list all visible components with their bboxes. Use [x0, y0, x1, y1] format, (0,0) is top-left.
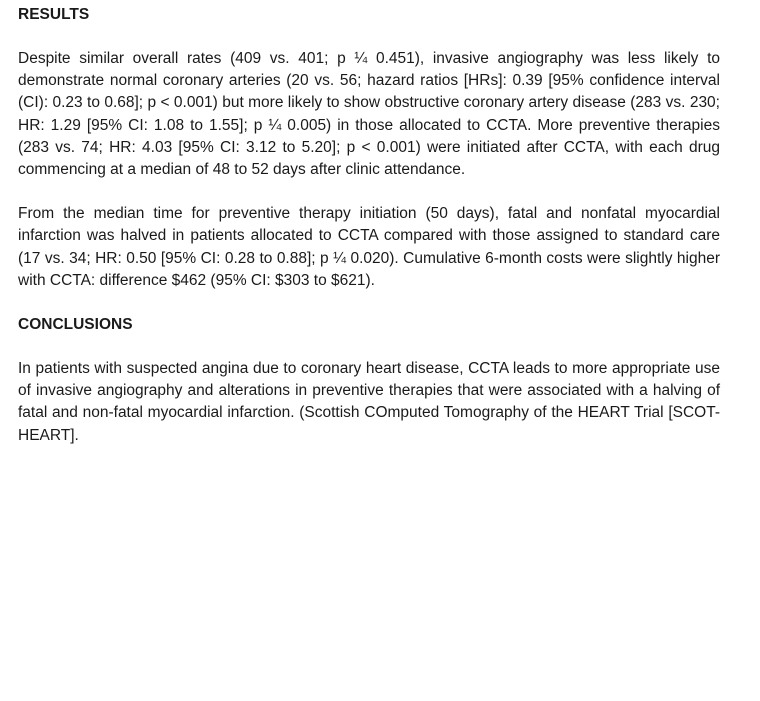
conclusions-paragraph: In patients with suspected angina due to coronary heart disease, CCTA leads to more appropriate use of invasive angiography and alterations in preventive therapies that were associated with a halving of fatal and non-fatal myocardial infarction. (Scottish COmputed Tomography of the HEART Trial [SCOT-HEART]. — [18, 360, 720, 444]
results-heading: RESULTS — [18, 6, 90, 23]
abstract-body — [18, 4, 720, 447]
conclusions-heading: CONCLUSIONS — [18, 316, 133, 334]
results-paragraph-2: From the median time for preventive therapy initiation (50 days), fatal and nonfatal myocardial infarction was halved in patients allocated to CCTA compared with those assigned to standard care (17 vs. 34; HR: 0.50 [95% CI: 0.28 to 0.88]; p ¼ 0.020). Cumulative 6-month costs were slightly higher with CCTA: difference $462 (95% CI: $303 to $621). — [18, 205, 720, 289]
results-paragraph-1: Despite similar overall rates (409 vs. 401; p ¼ 0.451), invasive angiography was less likely to demonstrate normal coronary arteries (20 vs. 56; hazard ratios [HRs]: 0.39 [95% confidence interval (CI): 0.23 to 0.68]; p < 0.001) but more likely to show obstructive coronary artery disease (283 vs. 230; HR: 1.29 [95% CI: 1.08 to 1.55]; p ¼ 0.005) in those allocated to CCTA. More preventive therapies (283 vs. 74; HR: 4.03 [95% CI: 3.12 to 5.20]; p < 0.001) were initiated after CCTA, with each drug commencing at a median of 48 to 52 days after clinic attendance. — [18, 50, 720, 179]
